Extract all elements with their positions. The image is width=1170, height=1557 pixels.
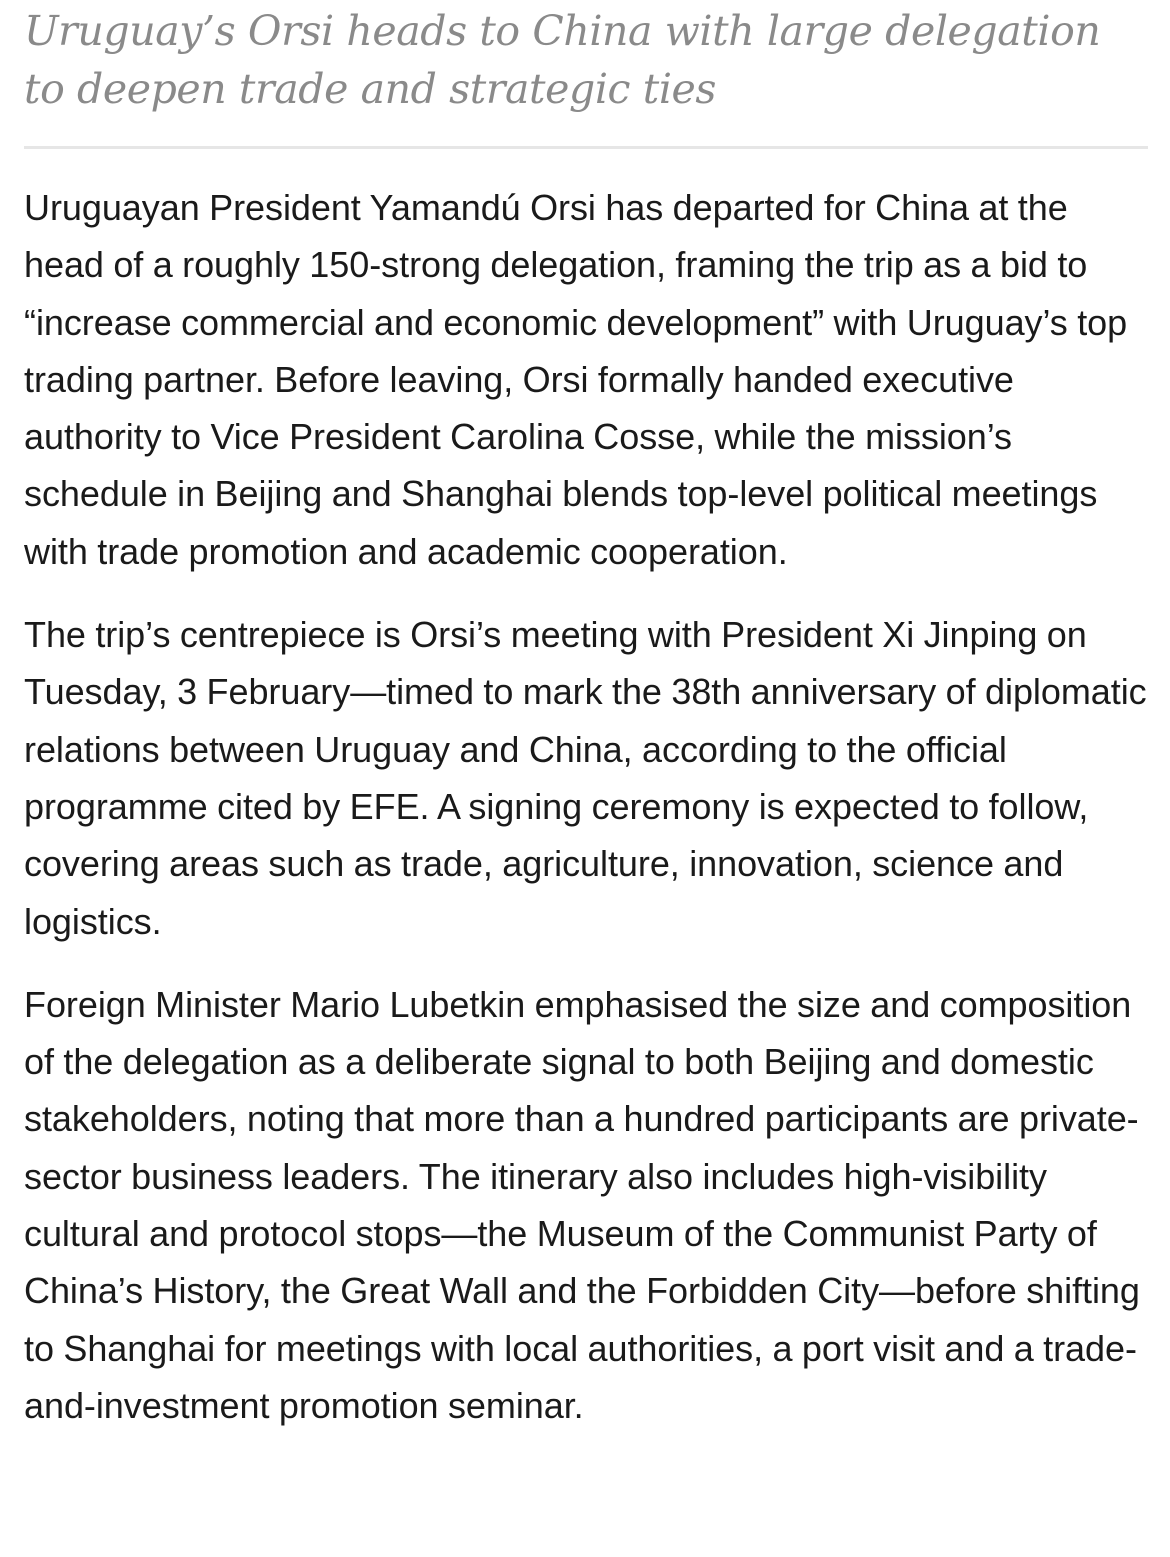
news-article [24,0,1148,1460]
article-paragraph-3: Foreign Minister Mario Lubetkin emphasised the size and composition of the delegation as a deliberate signal to both Beijing and domestic stakeholders, noting that more than a hundred participants are private-sector business leaders. The itinerary also includes high-visibility cultural and protocol stops—the Museum of the Communist Party of China’s History, the Great Wall and the Forbidden City—before shifting to Shanghai for meetings with local authorities, a port visit and a trade-and-investment promotion seminar. [24,983,1140,1426]
article-paragraph-2: The trip’s centrepiece is Orsi’s meeting with President Xi Jinping on Tuesday, 3 February—timed to mark the 38th anniversary of diplomatic relations between Uruguay and China, according to the official programme cited by EFE. A signing ceremony is expected to follow, covering areas such as trade, agriculture, innovation, science and logistics. [24,614,1147,942]
article-body [24,179,1148,1434]
article-paragraph-1: Uruguayan President Yamandú Orsi has departed for China at the head of a roughly 150-strong delegation, framing the trip as a bid to “increase commercial and economic development” with Uruguay’s top trading partner. Before leaving, Orsi formally handed executive authority to Vice President Carolina Cosse, while the mission’s schedule in Beijing and Shanghai blends top-level political meetings with trade promotion and academic cooperation. [24,187,1128,572]
article-headline: Uruguay’s Orsi heads to China with large delegation to deepen trade and strategic ties [24,7,1101,113]
headline-divider [24,146,1148,149]
